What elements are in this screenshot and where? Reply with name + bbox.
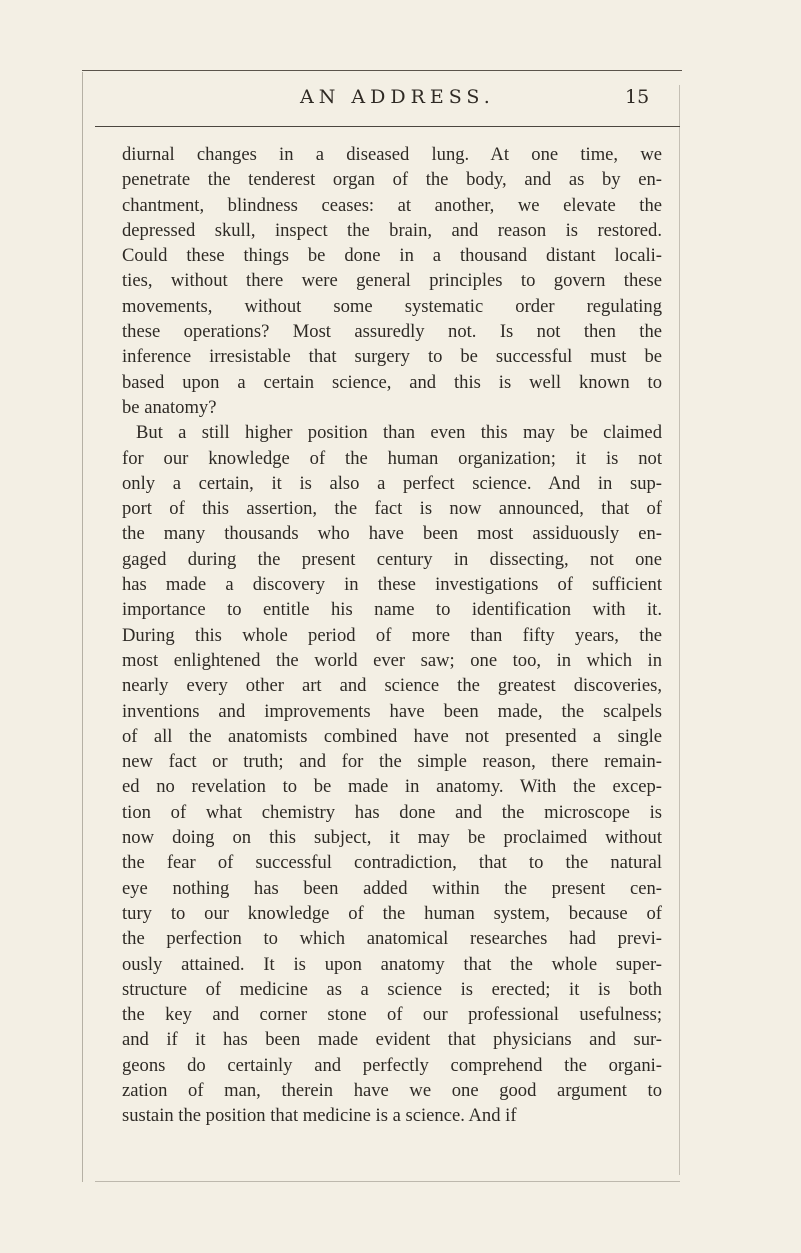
text-line: port of this assertion, the fact is now announced, that of (122, 498, 662, 520)
text-line: the many thousands who have been most assiduously en- (122, 523, 662, 545)
text-line: be anatomy? (122, 396, 217, 418)
text-line: During this whole period of more than fifty years, the (122, 624, 662, 646)
text-line: of all the anatomists combined have not presented a single (122, 725, 662, 747)
header-rule (95, 126, 680, 127)
text-line: inference irresistable that surgery to be successful must be (122, 346, 662, 368)
text-line: structure of medicine as a science is erected; it is both (122, 978, 662, 1000)
text-line: importance to entitle his name to identification with it. (122, 599, 662, 621)
text-line: chantment, blindness ceases: at another, we elevate the (122, 194, 662, 216)
text-line: movements, without some systematic order regulating (122, 295, 662, 317)
text-line: sustain the position that medicine is a science. And if (122, 1105, 517, 1127)
text-line: new fact or truth; and for the simple reason, there remain- (122, 751, 662, 773)
body-text (122, 142, 662, 1129)
top-rule (82, 70, 682, 71)
text-line: tury to our knowledge of the human system, because of (122, 902, 662, 924)
text-line: inventions and improvements have been made, the scalpels (122, 700, 662, 722)
text-line: Could these things be done in a thousand distant locali- (122, 245, 662, 267)
text-line: penetrate the tenderest organ of the body, and as by en- (122, 169, 662, 191)
text-line: for our knowledge of the human organization; it is not (122, 447, 662, 469)
text-line: the key and corner stone of our professional usefulness; (122, 1004, 662, 1026)
text-line: gaged during the present century in dissecting, not one (122, 548, 662, 570)
text-line: the perfection to which anatomical researches had previ- (122, 928, 662, 950)
page-number: 15 (625, 86, 650, 108)
text-line: has made a discovery in these investigations of sufficient (122, 574, 662, 596)
text-line: But a still higher position than even this may be claimed (136, 422, 662, 444)
text-line: only a certain, it is also a perfect science. And in sup- (122, 472, 662, 494)
text-line: these operations? Most assuredly not. Is not then the (122, 321, 662, 343)
page-edge-left (82, 72, 83, 1182)
text-line: the fear of successful contradiction, that to the natural (122, 852, 662, 874)
text-line: now doing on this subject, it may be proclaimed without (122, 827, 662, 849)
running-head: AN ADDRESS. (300, 86, 495, 108)
text-line: and if it has been made evident that physicians and sur- (122, 1029, 662, 1051)
text-line: zation of man, therein have we one good argument to (122, 1079, 662, 1101)
text-line: ties, without there were general principles to govern these (122, 270, 662, 292)
text-line: tion of what chemistry has done and the microscope is (122, 801, 662, 823)
bottom-rule (95, 1181, 680, 1182)
text-line: based upon a certain science, and this is well known to (122, 371, 662, 393)
text-line: diurnal changes in a diseased lung. At one time, we (122, 144, 662, 165)
text-line: geons do certainly and perfectly comprehend the organi- (122, 1054, 662, 1076)
text-line: depressed skull, inspect the brain, and reason is restored. (122, 219, 662, 241)
text-line: ously attained. It is upon anatomy that the whole super- (122, 953, 662, 975)
text-line: ed no revelation to be made in anatomy. With the excep- (122, 776, 662, 798)
page-edge-right (679, 85, 680, 1175)
text-line: eye nothing has been added within the present cen- (122, 877, 662, 899)
text-line: most enlightened the world ever saw; one too, in which in (122, 649, 662, 671)
text-line: nearly every other art and science the greatest discoveries, (122, 675, 662, 697)
